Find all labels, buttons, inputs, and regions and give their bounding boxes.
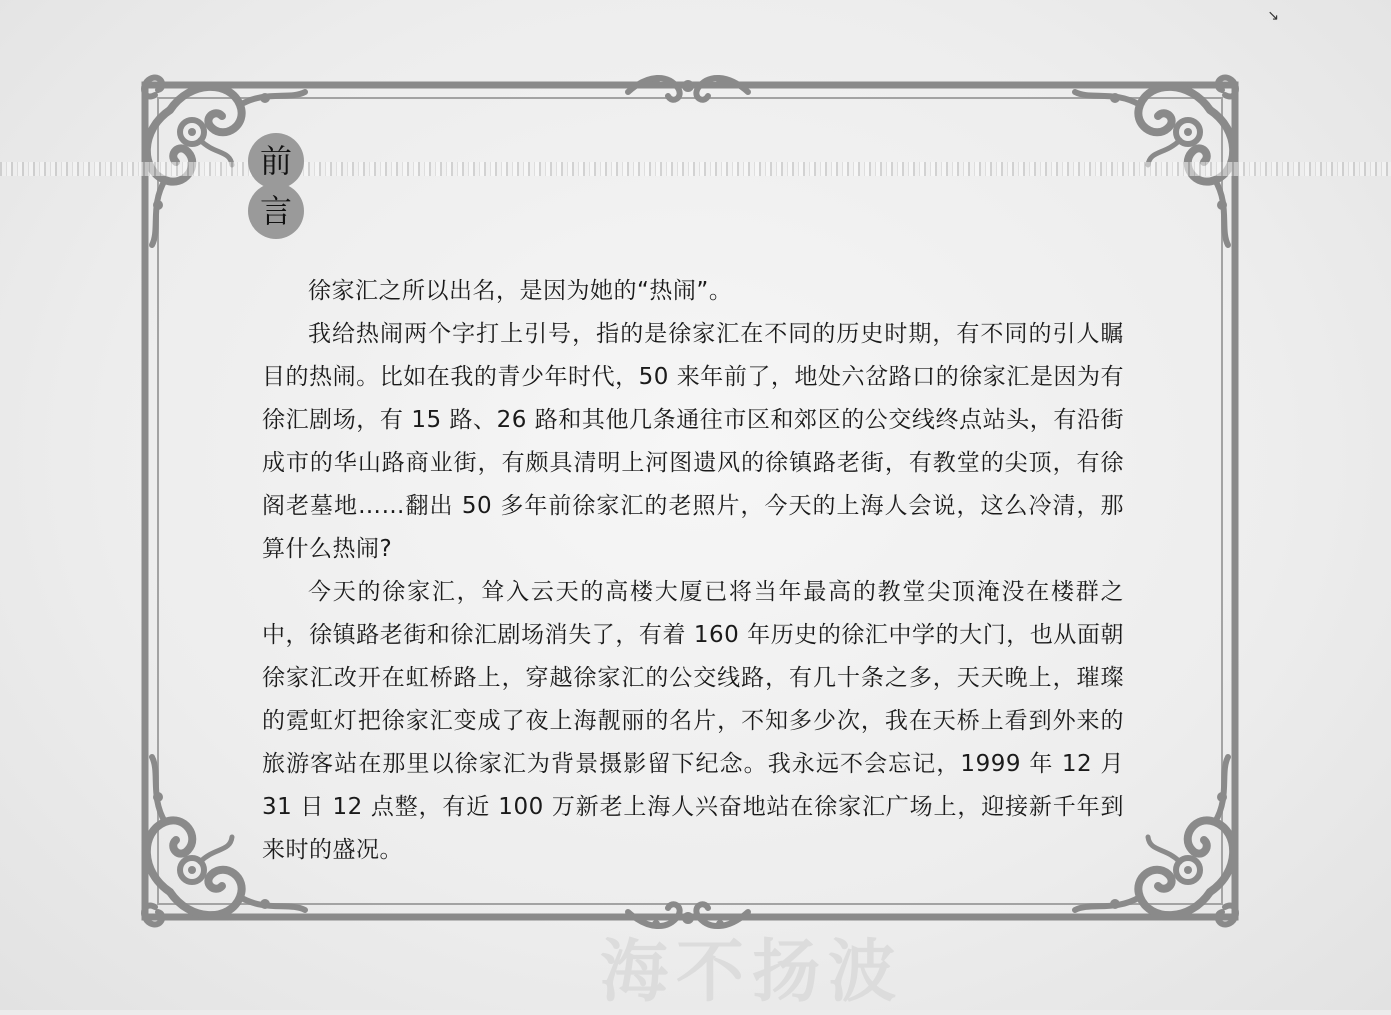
scan-speck: ↘	[1267, 8, 1279, 24]
paragraph: 徐家汇之所以出名，是因为她的“热闹”。	[308, 278, 733, 304]
paragraph: 今天的徐家汇，耸入云天的高楼大厦已将当年最高的教堂尖顶淹没在楼群之中，徐镇路老街和徐汇剧场消失了，有着 160 年历史的徐汇中学的大门，也从面朝徐家汇改开在虹桥路上，穿越徐家汇的公交线路，有几十条之多，天天晚上，璀璨的霓虹灯把徐家汇变成了夜上海靓丽的名片，不知多少次，我在天桥上看到外来的旅游客站在那里以徐家汇为背景摄影留下纪念。我永远不会忘记，1999 年 12 月 31 日 12 点整，有近 100 万新老上海人兴奋地站在徐家汇广场上，迎接新千年到来时的盛况。	[262, 579, 1124, 863]
preface-body	[262, 270, 1124, 872]
heading-char-1: 前	[259, 142, 292, 180]
paragraph: 我给热闹两个字打上引号，指的是徐家汇在不同的历史时期，有不同的引人瞩目的热闹。比如在我的青少年时代，50 来年前了，地处六岔路口的徐家汇是因为有徐汇剧场，有 15 路、26 路和其他几条通往市区和郊区的公交线终点站头，有沿街成市的华山路商业街，有颇具清明上河图遗风的徐镇路老街，有教堂的尖顶，有徐阁老墓地……翻出 50 多年前徐家汇的老照片，今天的上海人会说，这么冷清，那算什么热闹?	[262, 321, 1124, 562]
heading-char-2: 言	[259, 192, 292, 230]
heading-badge-top	[248, 133, 304, 189]
scan-artifact-band	[0, 162, 1391, 176]
heading-badge-bottom	[248, 183, 304, 239]
bleed-through-watermark: 海不扬波	[600, 933, 905, 1012]
